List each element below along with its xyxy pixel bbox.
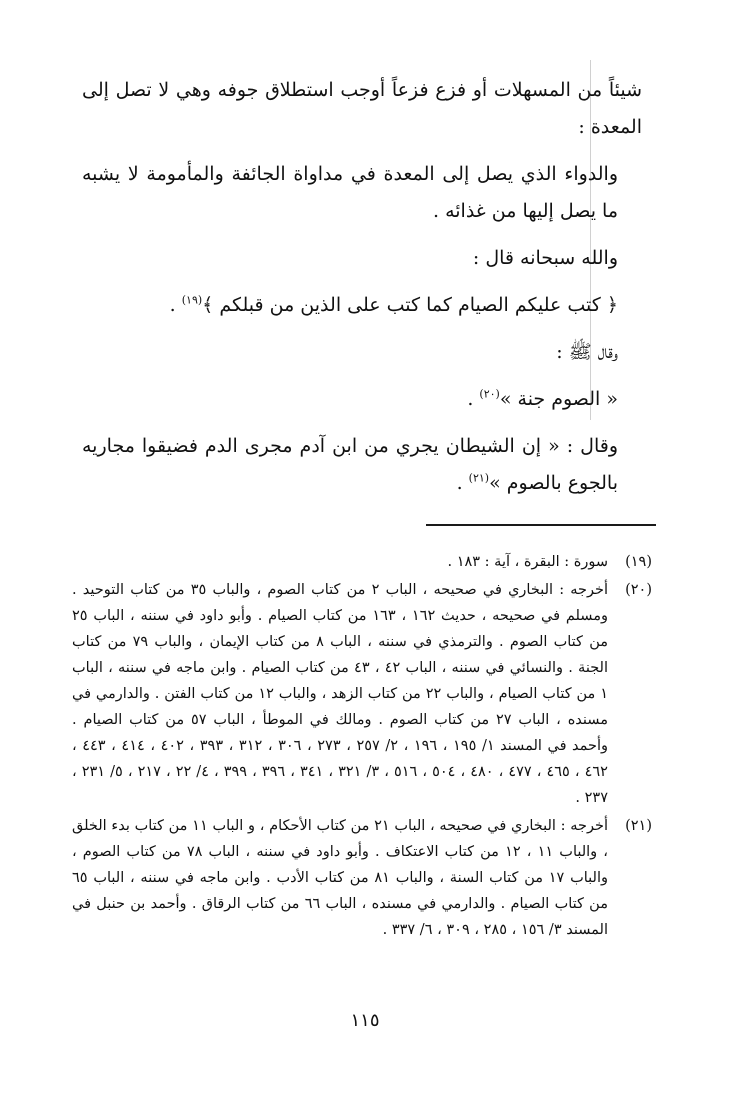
footnote-ref-21: (٢١) bbox=[468, 471, 490, 485]
footnote-ref-20: (٢٠) bbox=[479, 387, 500, 401]
page-number: ١١٥ bbox=[350, 1010, 380, 1031]
paragraph-1: شيئاً من المسهلات أو فزع فزعاً أوجب استطلاق جوفه وهي لا تصل إلى المعدة : bbox=[82, 79, 642, 138]
hadith-fasting-text: « الصوم جنة » bbox=[499, 388, 618, 410]
footnote-text: سورة : البقرة ، آية : ١٨٣ . bbox=[447, 554, 608, 570]
hadith-satan-end: . bbox=[456, 472, 469, 494]
footnote-20 bbox=[72, 577, 652, 811]
footnote-number: (١٩) bbox=[625, 554, 652, 570]
paragraph-prophet-said: وقال ﷺ : bbox=[556, 341, 618, 363]
footnote-text: أخرجه : البخاري في صحيحه ، الباب ٢ من كتاب الصوم ، والباب ٣٥ من كتاب التوحيد . ومسلم في صحيحه ، حديث ١٦٢ ، ١٦٣ من كتاب الصيام . وأبو داود في سننه ، الباب ٢٥ من كتاب الصوم . والترمذي في سننه ، الباب ٨ من كتاب الإيمان ، والباب ٧٩ من كتاب الجنة . والنسائي في سننه ، الباب ٤٢ ، ٤٣ من كتاب الصيام . وابن ماجه في سننه ، الباب ١ من كتاب الصيام ، والباب ٢٢ من كتاب الزهد ، والباب ١٢ من كتاب الفتن . والدارمي في مسنده ، الباب ٢٧ من كتاب الصوم . ومالك في الموطأ ، الباب ٥٧ من كتاب الصيام . وأحمد في المسند ١/ ١٩٥ ، ١٩٦ ، ٢/ ٢٥٧ ، ٢٧٣ ، ٣٠٦ ، ٣١٢ ، ٣٩٣ ، ٤٠٢ ، ٤١٤ ، ٤٤٣ ، ٤٦٢ ، ٤٦٥ ، ٤٧٧ ، ٤٨٠ ، ٥٠٤ ، ٥١٦ ، ٣/ ٣٢١ ، ٣٤١ ، ٣٩٦ ، ٣٩٩ ، ٤/ ٢٢ ، ٢١٧ ، ٥/ ٢٣١ ، ٢٣٧ . bbox=[72, 582, 609, 806]
quran-verse-text: ﴿ كتب عليكم الصيام كما كتب على الذين من قبلكم ﴾ bbox=[202, 294, 618, 316]
footnote-number: (٢٠) bbox=[625, 582, 652, 598]
footnote-text: أخرجه : البخاري في صحيحه ، الباب ٢١ من كتاب الأحكام ، و الباب ١١ من كتاب بدء الخلق ، والباب ١١ ، ١٢ من كتاب الاعتكاف . وأبو داود في سننه ، الباب ٧٨ من كتاب الصوم ، والباب ١٧ من كتاب السنة ، والباب ٨١ من كتاب الأدب . وابن ماجه في سننه ، الباب ٦٥ من كتاب الصيام . والدارمي في مسنده ، الباب ٦٦ من كتاب الرقاق . وأحمد بن حنبل في المسند ٣/ ١٥٦ ، ٢٨٥ ، ٣٠٩ ، ٦/ ٣٣٧ . bbox=[72, 818, 608, 938]
footnote-number: (٢١) bbox=[625, 818, 652, 834]
hadith-satan-text: وقال : « إن الشيطان يجري من ابن آدم مجرى الدم فضيقوا مجاريه بالجوع بالصوم » bbox=[82, 435, 618, 494]
footnote-19 bbox=[72, 549, 652, 575]
paragraph-2: والدواء الذي يصل إلى المعدة في مداواة الجائفة والمأمومة لا يشبه ما يصل إليها من غذائه . bbox=[82, 163, 618, 222]
paragraph-3: والله سبحانه قال : bbox=[472, 247, 618, 269]
footnote-21 bbox=[72, 813, 652, 943]
hadith-fasting bbox=[82, 381, 642, 418]
footnotes bbox=[72, 549, 652, 945]
footnote-ref-19: (١٩) bbox=[181, 293, 203, 307]
quran-verse bbox=[82, 287, 642, 324]
hadith-satan bbox=[82, 428, 642, 502]
quran-verse-end: . bbox=[169, 294, 182, 316]
main-text bbox=[82, 72, 642, 502]
footnote-separator bbox=[426, 524, 656, 526]
hadith-fasting-end: . bbox=[467, 388, 480, 410]
